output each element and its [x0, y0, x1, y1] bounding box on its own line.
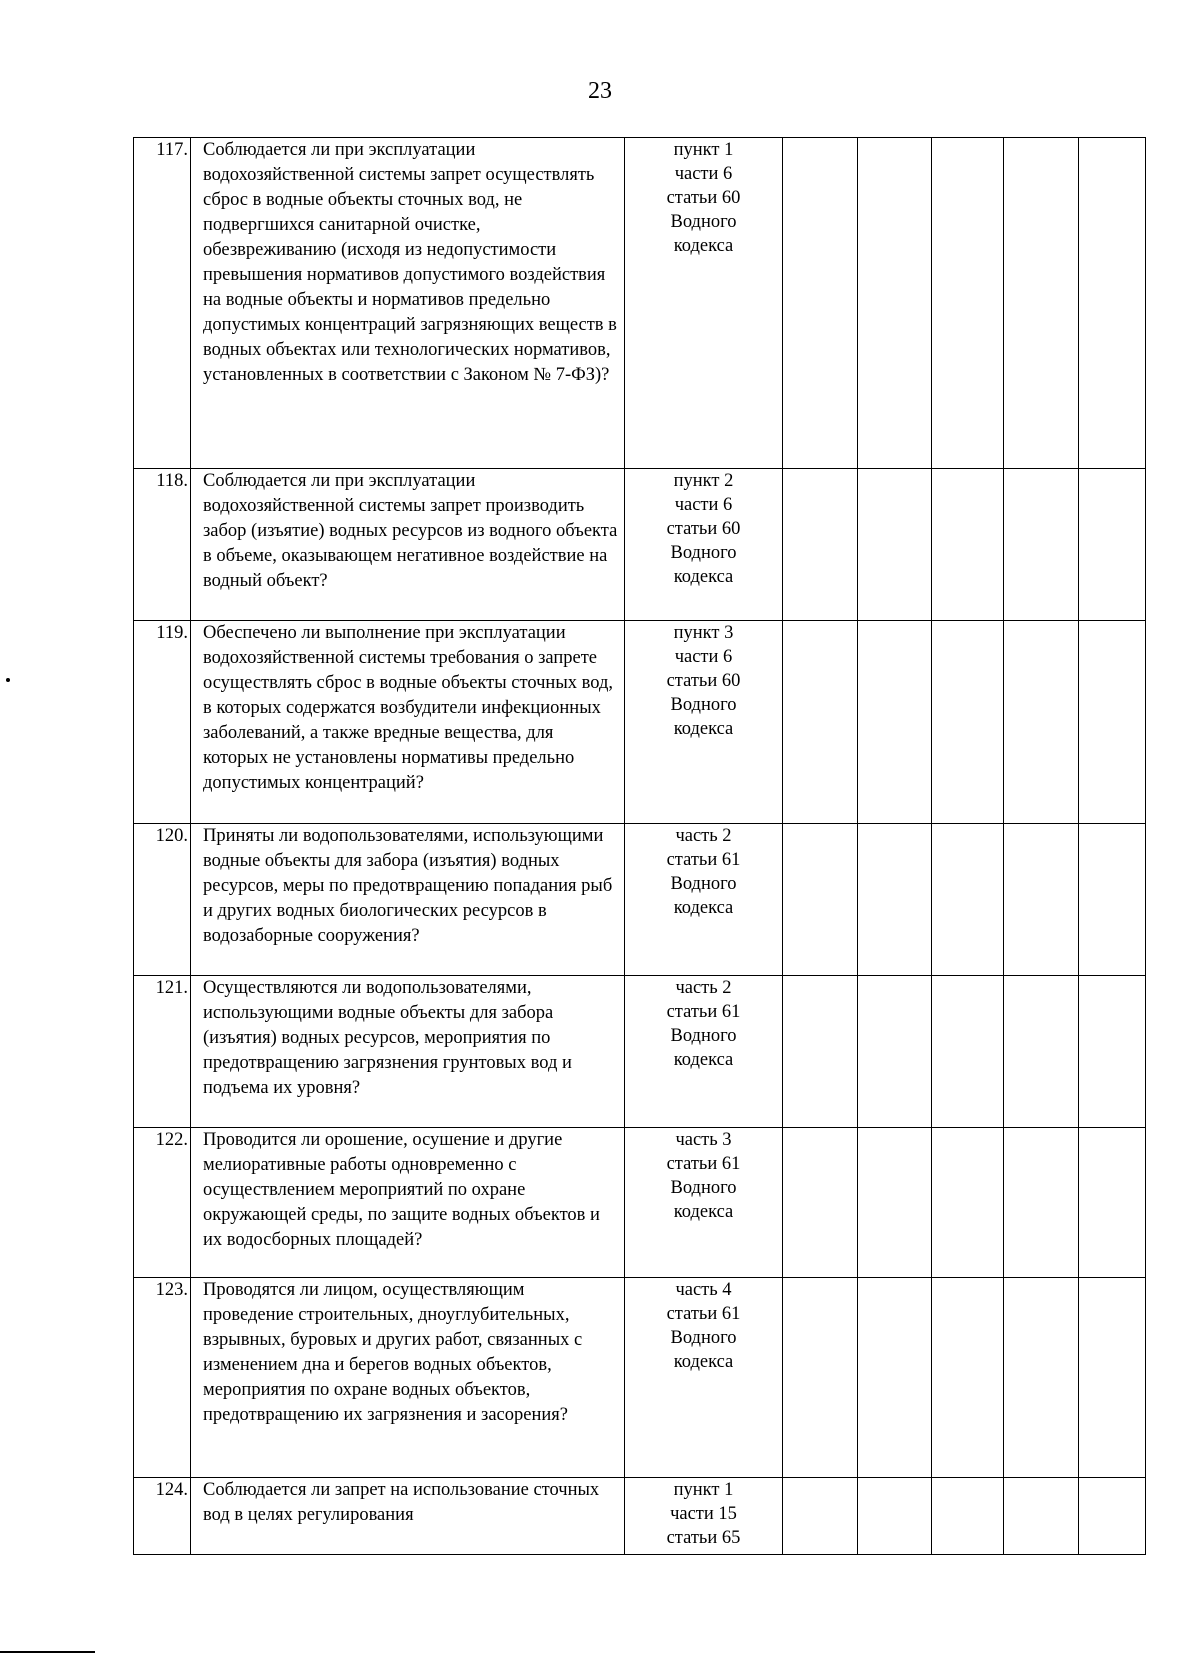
- answer-cell[interactable]: [1004, 1278, 1079, 1478]
- answer-cell[interactable]: [783, 621, 858, 824]
- table-row: [134, 1478, 1146, 1555]
- question-cell: Приняты ли водопользователями, использующими водные объекты для забора (изъятия) водных ресурсов, меры по предотвращению попадания рыб и других водных биологических ресурсов в водозаборные сооружения?: [191, 824, 625, 976]
- question-cell: Соблюдается ли при эксплуатации водохозяйственной системы запрет производить забор (изъятие) водных ресурсов из водного объекта в объеме, оказывающем негативное воздействие на водный объект?: [191, 469, 625, 621]
- answer-cell[interactable]: [783, 976, 858, 1128]
- table-row: [134, 976, 1146, 1128]
- legal-basis-line: пункт 1: [673, 140, 734, 160]
- answer-cell[interactable]: [932, 621, 1004, 824]
- legal-basis-line: статьи 60: [666, 671, 741, 691]
- row-number: 123.: [134, 1278, 191, 1478]
- legal-basis-line: кодекса: [673, 1352, 734, 1372]
- answer-cell[interactable]: [932, 138, 1004, 469]
- legal-basis-line: часть 2: [675, 826, 732, 846]
- table-row: [134, 621, 1146, 824]
- legal-basis-cell: [625, 469, 783, 621]
- table-row: [134, 1128, 1146, 1278]
- legal-basis-line: кодекса: [673, 236, 734, 256]
- answer-cell[interactable]: [1004, 824, 1079, 976]
- legal-basis-line: Водного: [670, 695, 737, 715]
- margin-dot: [6, 678, 10, 682]
- answer-cell[interactable]: [1079, 1278, 1146, 1478]
- legal-basis-line: кодекса: [673, 898, 734, 918]
- table-row: [134, 138, 1146, 469]
- legal-basis-line: пункт 1: [673, 1480, 734, 1500]
- legal-basis-cell: [625, 976, 783, 1128]
- answer-cell[interactable]: [1004, 976, 1079, 1128]
- answer-cell[interactable]: [932, 1478, 1004, 1555]
- legal-basis-line: Водного: [670, 1026, 737, 1046]
- answer-cell[interactable]: [783, 138, 858, 469]
- answer-cell[interactable]: [783, 1278, 858, 1478]
- row-number: 118.: [134, 469, 191, 621]
- question-cell: Осуществляются ли водопользователями, использующими водные объекты для забора (изъятия) водных ресурсов, мероприятия по предотвращению загрязнения грунтовых вод и подъема их уровня?: [191, 976, 625, 1128]
- legal-basis-cell: [625, 1478, 783, 1555]
- legal-basis-line: кодекса: [673, 567, 734, 587]
- answer-cell[interactable]: [932, 1128, 1004, 1278]
- legal-basis-line: пункт 2: [673, 471, 734, 491]
- question-cell: Соблюдается ли при эксплуатации водохозяйственной системы запрет осуществлять сброс в водные объекты сточных вод, не подвергшихся санитарной очистке, обезвреживанию (исходя из недопустимости превышения нормативов допустимого воздействия на водные объекты и нормативов предельно допустимых концентраций загрязняющих веществ в водных объектах или технологических нормативов, установленных в соответствии с Законом № 7-ФЗ)?: [191, 138, 625, 469]
- table-row: [134, 824, 1146, 976]
- answer-cell[interactable]: [1079, 1478, 1146, 1555]
- answer-cell[interactable]: [858, 824, 932, 976]
- legal-basis-line: статьи 65: [666, 1528, 741, 1548]
- legal-basis-line: часть 4: [675, 1280, 732, 1300]
- legal-basis-line: части 15: [670, 1504, 737, 1524]
- answer-cell[interactable]: [932, 1278, 1004, 1478]
- legal-basis-line: части 6: [674, 495, 733, 515]
- legal-basis-line: статьи 61: [666, 1002, 741, 1022]
- legal-basis-line: статьи 60: [666, 188, 741, 208]
- answer-cell[interactable]: [1079, 138, 1146, 469]
- legal-basis-line: статьи 61: [666, 850, 741, 870]
- legal-basis-line: пункт 3: [673, 623, 734, 643]
- legal-basis-line: кодекса: [673, 1050, 734, 1070]
- legal-basis-line: Водного: [670, 874, 737, 894]
- legal-basis-line: часть 3: [675, 1130, 732, 1150]
- answer-cell[interactable]: [1079, 1128, 1146, 1278]
- answer-cell[interactable]: [1004, 1478, 1079, 1555]
- legal-basis-line: статьи 61: [666, 1154, 741, 1174]
- legal-basis-line: части 6: [674, 164, 733, 184]
- legal-basis-line: Водного: [670, 543, 737, 563]
- question-cell: Проводится ли орошение, осушение и другие мелиоративные работы одновременно с осуществлением мероприятий по охране окружающей среды, по защите водных объектов и их водосборных площадей?: [191, 1128, 625, 1278]
- table-row: [134, 1278, 1146, 1478]
- answer-cell[interactable]: [1004, 621, 1079, 824]
- answer-cell[interactable]: [1004, 138, 1079, 469]
- legal-basis-line: кодекса: [673, 1202, 734, 1222]
- answer-cell[interactable]: [858, 1278, 932, 1478]
- answer-cell[interactable]: [932, 824, 1004, 976]
- legal-basis-line: Водного: [670, 212, 737, 232]
- row-number: 117.: [134, 138, 191, 469]
- legal-basis-line: части 6: [674, 647, 733, 667]
- answer-cell[interactable]: [858, 469, 932, 621]
- answer-cell[interactable]: [932, 976, 1004, 1128]
- answer-cell[interactable]: [783, 469, 858, 621]
- answer-cell[interactable]: [1004, 469, 1079, 621]
- answer-cell[interactable]: [1079, 824, 1146, 976]
- legal-basis-cell: [625, 1128, 783, 1278]
- legal-basis-line: Водного: [670, 1328, 737, 1348]
- row-number: 124.: [134, 1478, 191, 1555]
- answer-cell[interactable]: [858, 976, 932, 1128]
- answer-cell[interactable]: [1079, 976, 1146, 1128]
- answer-cell[interactable]: [858, 1128, 932, 1278]
- checklist-body: [134, 138, 1146, 1555]
- answer-cell[interactable]: [1079, 621, 1146, 824]
- legal-basis-line: часть 2: [675, 978, 732, 998]
- page-number: 23: [588, 78, 612, 104]
- question-cell: Проводятся ли лицом, осуществляющим проведение строительных, дноуглубительных, взрывных, буровых и других работ, связанных с изменением дна и берегов водных объектов, мероприятия по охране водных объектов, предотвращению их загрязнения и засорения?: [191, 1278, 625, 1478]
- answer-cell[interactable]: [783, 824, 858, 976]
- table-row: [134, 469, 1146, 621]
- row-number: 122.: [134, 1128, 191, 1278]
- legal-basis-cell: [625, 138, 783, 469]
- question-cell: Соблюдается ли запрет на использование сточных вод в целях регулирования: [191, 1478, 625, 1555]
- legal-basis-cell: [625, 621, 783, 824]
- legal-basis-line: статьи 61: [666, 1304, 741, 1324]
- row-number: 120.: [134, 824, 191, 976]
- answer-cell[interactable]: [1004, 1128, 1079, 1278]
- answer-cell[interactable]: [858, 1478, 932, 1555]
- legal-basis-cell: [625, 824, 783, 976]
- answer-cell[interactable]: [858, 621, 932, 824]
- checklist-table: [133, 137, 1146, 1555]
- answer-cell[interactable]: [783, 1128, 858, 1278]
- answer-cell[interactable]: [1079, 469, 1146, 621]
- row-number: 121.: [134, 976, 191, 1128]
- question-cell: Обеспечено ли выполнение при эксплуатации водохозяйственной системы требования о запрете осуществлять сброс в водные объекты сточных вод, в которых содержатся возбудители инфекционных заболеваний, а также вредные вещества, для которых не установлены нормативы предельно допустимых концентраций?: [191, 621, 625, 824]
- answer-cell[interactable]: [932, 469, 1004, 621]
- answer-cell[interactable]: [783, 1478, 858, 1555]
- legal-basis-line: статьи 60: [666, 519, 741, 539]
- answer-cell[interactable]: [858, 138, 932, 469]
- footer-rule: [0, 1651, 95, 1653]
- legal-basis-cell: [625, 1278, 783, 1478]
- row-number: 119.: [134, 621, 191, 824]
- legal-basis-line: кодекса: [673, 719, 734, 739]
- legal-basis-line: Водного: [670, 1178, 737, 1198]
